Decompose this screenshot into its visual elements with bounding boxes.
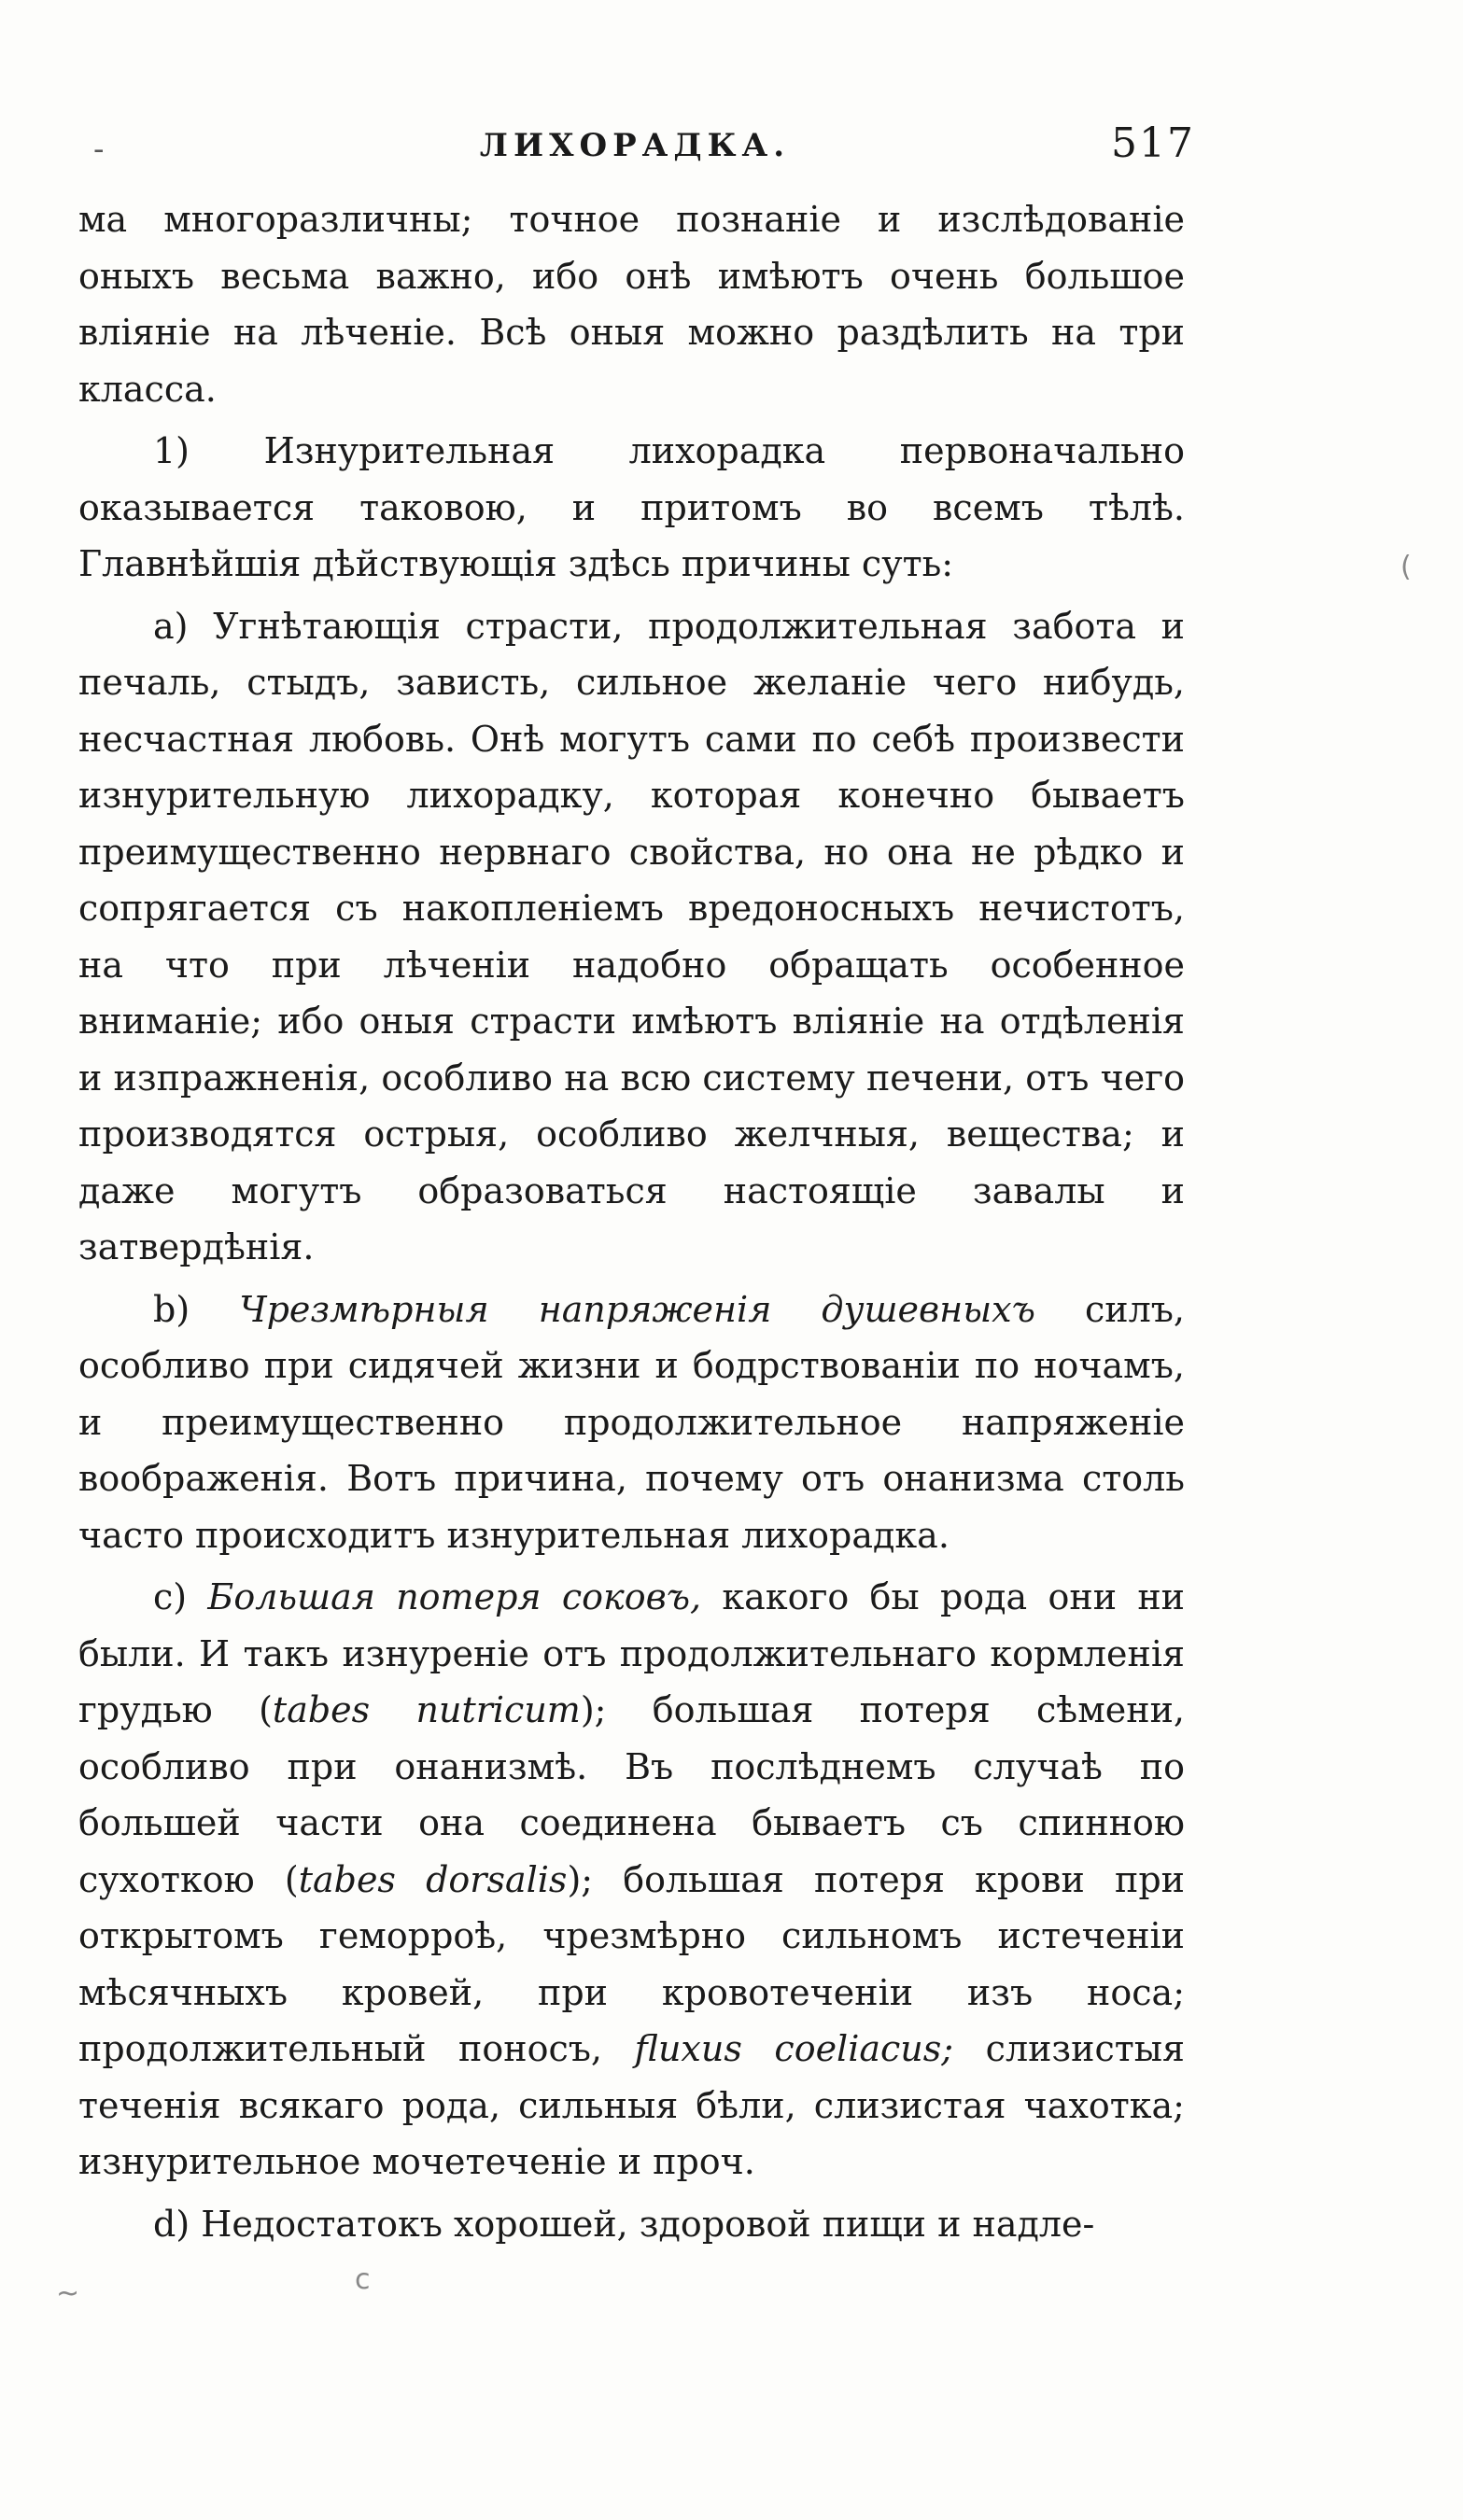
paragraph-b-rest: силъ, особливо при сидячей жизни и бодрствованіи по ночамъ, и преимущественно продолжительное напряженіе воображенія. Вотъ причина, почему отъ онанизма столь часто происходитъ изнурительная лихорадка.	[78, 1288, 1185, 1556]
paragraph-b-lead: b)	[153, 1288, 240, 1330]
body-text	[78, 191, 1185, 2252]
paragraph-c-text-3: ); большая потеря крови при открытомъ геморроѣ, чрезмѣрно сильномъ истеченіи мѣсячныхъ кровей, при кровотеченіи изъ носа; продолжительный поносъ,	[78, 1858, 1186, 2069]
paragraph-a: a) Угнѣтающія страсти, продолжительная забота и печаль, стыдъ, зависть, сильное желаніе чего нибудь, несчастная любовь. Онѣ могутъ сами по себѣ произвести изнурительную лихорадку, которая конечно бываетъ преимущественно нервнаго свойства, но она не рѣдко и сопрягается съ накопленіемъ вредоносныхъ нечистотъ, на что при лѣченіи надобно обращать особенное вниманіе; ибо оныя страсти имѣютъ вліяніе на отдѣленія и изпражненія, особливо на всю систему печени, отъ чего производятся острыя, особливо желчныя, вещества; и даже могутъ образоваться настоящіе завалы и затвердѣнія.	[78, 605, 1185, 1267]
paragraph-d: d) Недостатокъ хорошей, здоровой пищи и надле-	[153, 2203, 1095, 2245]
latin-term-tabes-nutricum: tabes nutricum	[272, 1689, 581, 1730]
scan-speck: c	[355, 2263, 371, 2296]
running-title: ЛИХОРАДКА.	[479, 127, 791, 164]
paragraph-c-italic: Большая потеря соковъ,	[207, 1576, 702, 1617]
paragraph-1: 1) Изнурительная лихорадка первоначально оказывается таковою, и притомъ во всемъ тѣлѣ. Главнѣйшія дѣйствующія здѣсь причины суть:	[78, 430, 1185, 584]
paragraph-c-text-1: какого бы рода они ни были. И такъ изнуреніе отъ продолжительнаго кормленія грудью (	[78, 1576, 1185, 1730]
page-number: 517	[1111, 119, 1195, 167]
paragraph-b	[78, 1281, 1185, 1564]
paragraph-continuation: ма многоразличны; точное познаніе и изслѣдованіе оныхъ весьма важно, ибо онѣ имѣютъ очень большое вліяніе на лѣченіе. Всѣ оныя можно раздѣлить на три класса.	[78, 199, 1185, 410]
scan-speck: (	[1400, 551, 1412, 583]
latin-term-tabes-dorsalis: tabes dorsalis	[298, 1858, 568, 1900]
paragraph-c-lead: c)	[153, 1576, 208, 1617]
paragraph-c-text-4: слизистыя теченія всякаго рода, сильныя бѣли, слизистая чахотка; изнурительное мочетеченіе и проч.	[78, 2028, 1185, 2182]
latin-term-fluxus-coeliacus: fluxus coeliacus;	[634, 2028, 954, 2069]
paragraph-b-italic: Чрезмѣрныя напряженія душевныхъ	[239, 1288, 1035, 1330]
paragraph-c	[78, 1569, 1185, 2191]
scan-speck: ~	[56, 2277, 80, 2310]
running-header	[84, 119, 1195, 175]
header-mark: -	[93, 131, 105, 168]
paragraph-c-text-2: ); большая потеря сѣмени, особливо при онанизмѣ. Въ послѣднемъ случаѣ по большей части она соединена бываетъ съ спинною сухоткою (	[78, 1689, 1185, 1900]
